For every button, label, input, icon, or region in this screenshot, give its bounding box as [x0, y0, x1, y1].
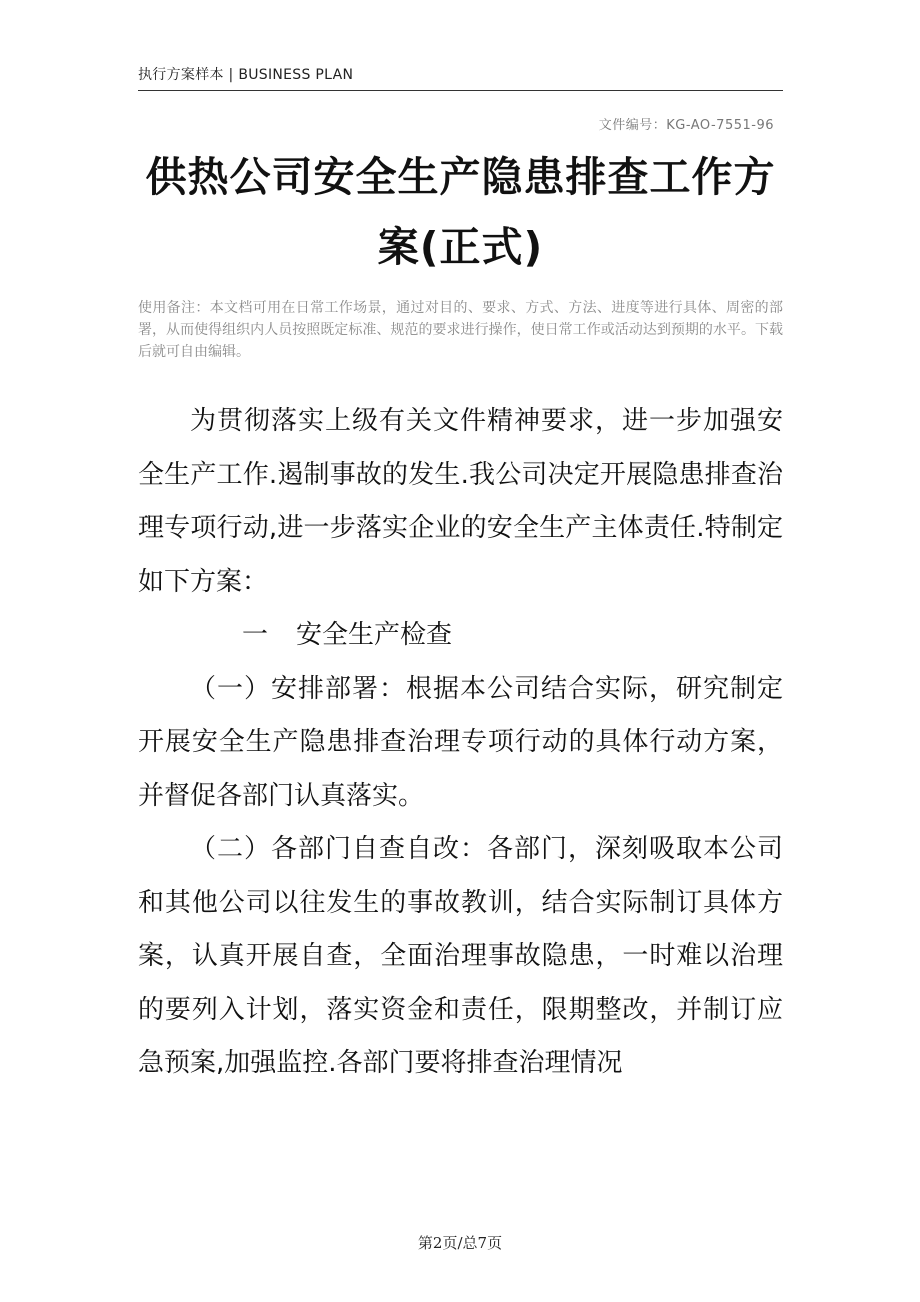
document-body	[138, 395, 783, 1091]
item-paragraph-1: （一）安排部署：根据本公司结合实际，研究制定开展安全生产隐患排查治理专项行动的具体行动方案，并督促各部门认真落实。	[138, 673, 783, 811]
page-header: 执行方案样本 | BUSINESS PLAN	[138, 67, 354, 83]
section-title: 安全生产检查	[296, 620, 453, 650]
header-divider	[138, 90, 783, 91]
document-title: 供热公司安全生产隐患排查工作方案(正式)	[145, 153, 776, 271]
section-number: 一	[242, 620, 269, 650]
usage-note: 使用备注：本文档可用在日常工作场景，通过对目的、要求、方式、方法、进度等进行具体、周密的部署，从而使得组织内人员按照既定标准、规范的要求进行操作，使日常工作或活动达到预期的水平。下载后就可自由编辑。	[138, 300, 783, 360]
document-number: 文件编号：KG-AO-7551-96	[598, 118, 774, 133]
intro-paragraph: 为贯彻落实上级有关文件精神要求，进一步加强安全生产工作.遏制事故的发生.我公司决定开展隐患排查治理专项行动,进一步落实企业的安全生产主体责任.特制定如下方案：	[138, 406, 783, 597]
page-number: 第2页/总7页	[417, 1234, 503, 1252]
section-heading	[138, 609, 783, 663]
item-paragraph-2: （二）各部门自查自改：各部门，深刻吸取本公司和其他公司以往发生的事故教训，结合实际制订具体方案，认真开展自查，全面治理事故隐患，一时难以治理的要列入计划，落实资金和责任，限期整改，并制订应急预案,加强监控.各部门要将排查治理情况	[138, 834, 783, 1078]
